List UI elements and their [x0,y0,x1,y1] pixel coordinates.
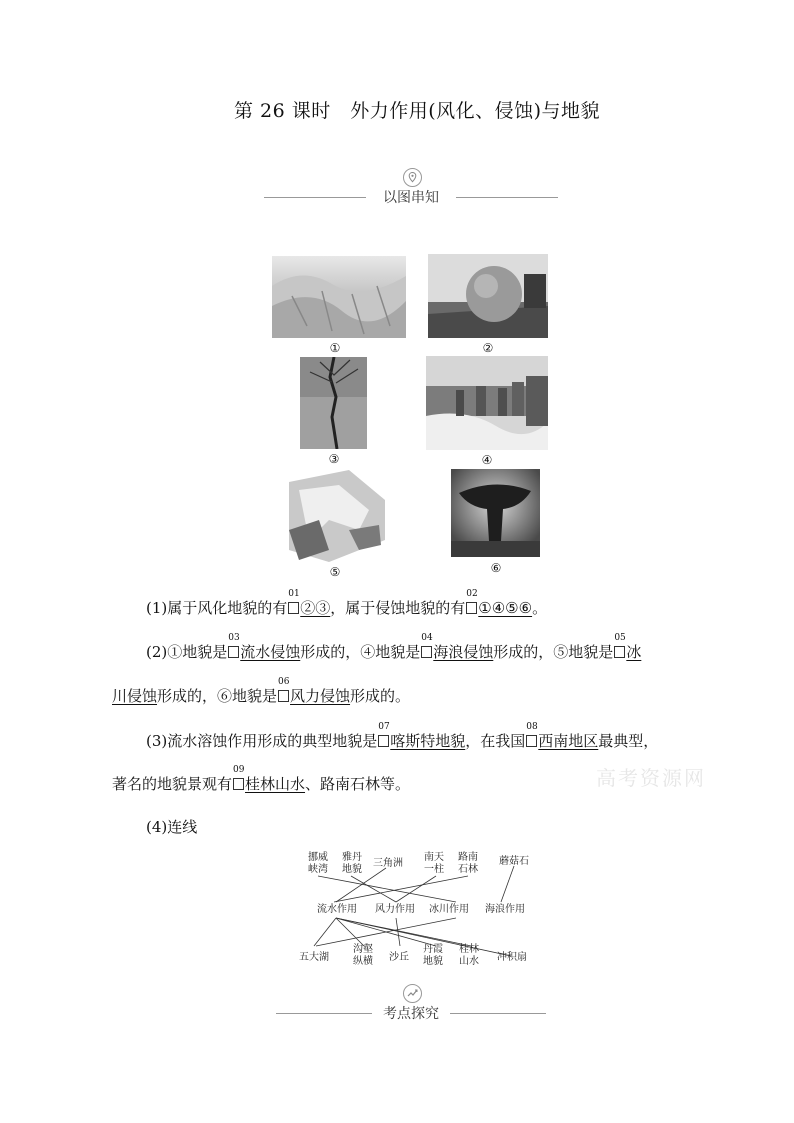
blank-number: 02 [466,589,478,599]
photo-glacier-valley [289,470,385,562]
photo-caption: ⑥ [490,561,502,575]
diagram-bottom-label: 沟壑 纵横 [353,944,373,967]
answer-text: ②③ [300,599,331,617]
question-1 [146,589,716,618]
answer-blank-box [466,589,478,614]
blank-number: 09 [233,765,245,775]
diagram-process-label: 冰川作用 [429,904,469,915]
photo-caption: ⑤ [329,565,341,579]
answer-blank-box [288,589,300,614]
diagram-top-label: 路南 石林 [458,852,478,875]
answer-blank-box [421,633,433,658]
answer-blank-box [526,722,538,747]
question-text: ，在我国 [465,732,526,750]
diagram-bottom-label: 五大湖 [299,952,329,963]
question-text: (1)属于风化地貌的有 [146,599,288,617]
diagram-top-label: 南天 一柱 [424,852,444,875]
divider-right [450,1013,546,1014]
question-2-line2 [112,677,682,706]
answer-blank-box [228,633,240,658]
diagram-process-label: 流水作用 [317,904,357,915]
question-text: 形成的，⑤地貌是 [493,643,614,661]
diagram-bottom-label: 沙丘 [389,952,409,963]
question-text: 、路南石林等。 [305,775,411,793]
section-label: 考点探究 [383,1006,439,1022]
trend-icon [403,984,422,1003]
photo-caption: ① [329,341,341,355]
answer-text: 冰 [626,643,642,661]
answer-blank-box [614,633,626,658]
answer-text: ①④⑤⑥ [478,599,533,617]
answer-text: 西南地区 [538,732,599,750]
photo-caption: ③ [328,452,340,466]
diagram-bottom-label: 冲积扇 [497,952,527,963]
question-text: ，属于侵蚀地貌的有 [330,599,466,617]
diagram-top-label: 蘑菇石 [499,856,529,867]
diagram-bottom-label: 桂林 山水 [459,944,479,967]
question-text: 形成的，④地貌是 [300,643,421,661]
diagram-process-label: 海浪作用 [485,904,525,915]
photo-caption: ④ [481,453,493,467]
answer-text: 海浪侵蚀 [433,643,494,661]
question-text: 形成的。 [350,687,411,705]
question-text: 。 [532,599,548,617]
location-pin-icon [403,168,422,187]
question-text: (3)流水溶蚀作用形成的典型地貌是 [146,732,378,750]
photo-caption: ② [482,341,494,355]
question-text: 著名的地貌景观有 [112,775,233,793]
page-title: 第 26 课时 外力作用(风化、侵蚀)与地貌 [233,100,601,122]
question-3-line1 [146,722,716,751]
diagram-process-label: 风力作用 [375,904,415,915]
diagram-top-label: 挪威 峡湾 [308,852,328,875]
answer-blank-box [233,765,245,790]
answer-text: 喀斯特地貌 [390,732,466,750]
answer-blank-box [278,677,290,702]
blank-number: 08 [526,722,538,732]
question-4-label: (4)连线 [146,818,198,836]
blank-number: 07 [378,722,390,732]
question-text: (2)①地貌是 [146,643,228,661]
photo-round-boulder [428,254,548,338]
question-text: 最典型， [598,732,659,750]
answer-blank-box [378,722,390,747]
divider-right [456,197,558,198]
section-label: 以图串知 [383,190,439,206]
photo-mushroom-rock [451,469,540,557]
diagram-bottom-label: 丹霞 地貌 [423,944,443,967]
question-2-line1 [146,633,716,662]
answer-text: 流水侵蚀 [240,643,301,661]
diagram-top-label: 雅丹 地貌 [342,852,362,875]
question-text: 形成的，⑥地貌是 [157,687,278,705]
diagram-top-label: 三角洲 [373,858,403,869]
blank-number: 01 [288,589,300,599]
blank-number: 04 [421,633,433,643]
blank-number: 05 [614,633,626,643]
photo-sea-stacks [426,356,548,450]
matching-diagram [296,846,536,976]
blank-number: 03 [228,633,240,643]
section-header-exam-points [276,988,546,1028]
section-header-picture-summary [264,172,558,212]
watermark-text: 高考资源网 [596,766,706,790]
blank-number: 06 [278,677,290,687]
answer-text: 川侵蚀 [112,687,158,705]
photo-cracked-rock [300,357,367,449]
answer-text: 风力侵蚀 [290,687,351,705]
photo-eroded-hills [272,256,406,338]
answer-text: 桂林山水 [245,775,306,793]
